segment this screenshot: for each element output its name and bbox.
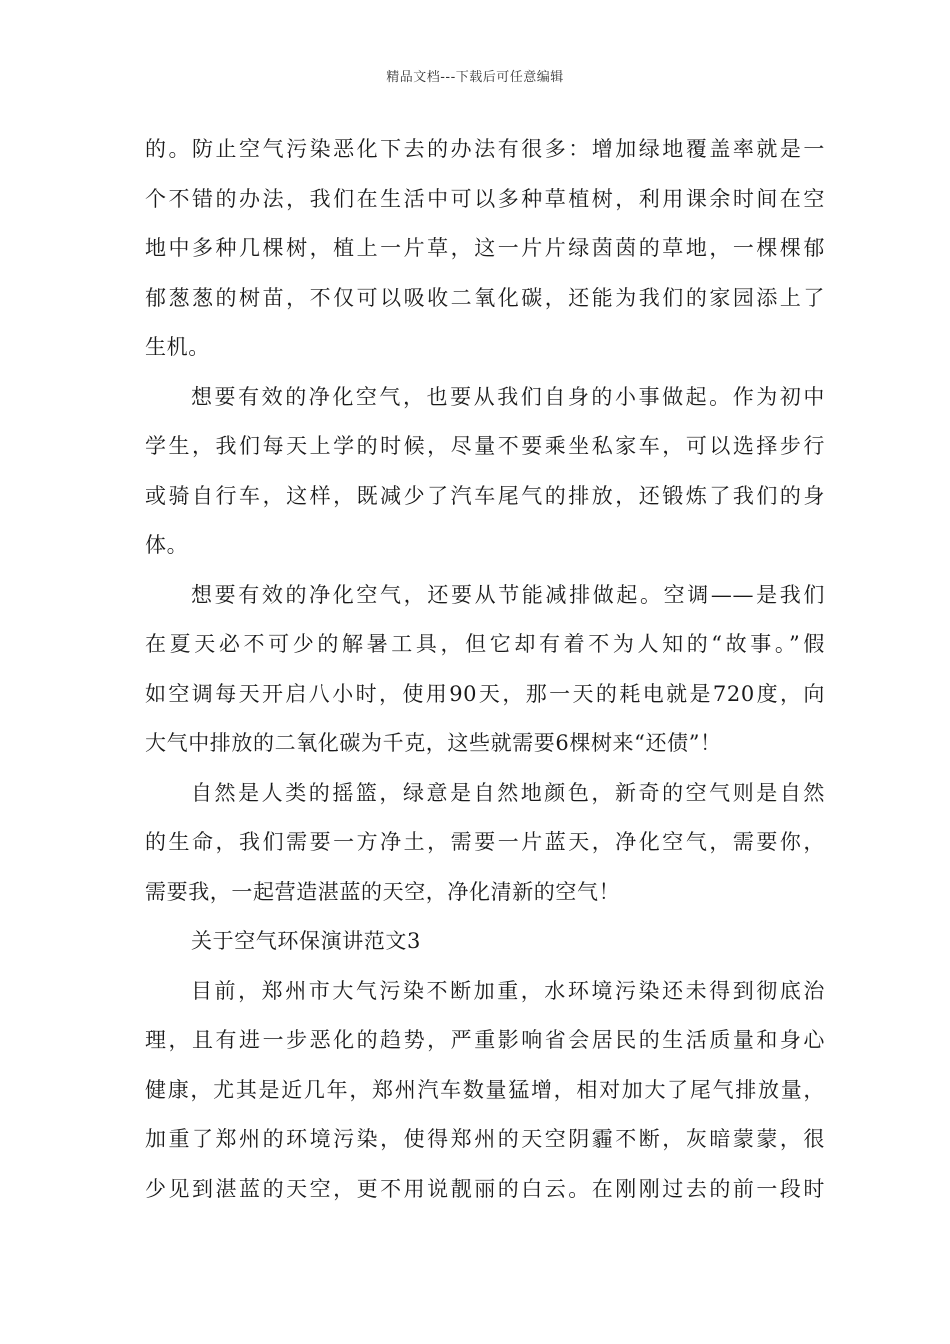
text-line: 在夏天必不可少的解暑工具，但它却有着不为人知的“故事。”假 bbox=[145, 632, 825, 656]
paragraph-start-line: 想要有效的净化空气，还要从节能减排做起。空调——是我们 bbox=[191, 582, 825, 607]
text-line: 大气中排放的二氧化碳为千克，这些就需要6棵树来“还债”！ bbox=[145, 731, 722, 755]
text-line: 个不错的办法，我们在生活中可以多种草植树，利用课余时间在空 bbox=[145, 186, 825, 211]
text-line: 少见到湛蓝的天空，更不用说靓丽的白云。在刚刚过去的前一段时 bbox=[145, 1176, 825, 1201]
text-line: 地中多种几棵树，植上一片草，这一片片绿茵茵的草地，一棵棵郁 bbox=[145, 236, 825, 260]
paragraph-start-line: 目前，郑州市大气污染不断加重，水环境污染还未得到彻底治 bbox=[191, 978, 825, 1003]
text-line: 或骑自行车，这样，既减少了汽车尾气的排放，还锻炼了我们的身 bbox=[145, 483, 825, 508]
text-line: 如空调每天开启八小时，使用90天，那一天的耗电就是720度，向 bbox=[145, 681, 825, 706]
page-header: 精品文档---下载后可任意编辑 bbox=[386, 70, 564, 85]
text-line: 加重了郑州的环境污染，使得郑州的天空阴霾不断，灰暗蒙蒙，很 bbox=[145, 1127, 825, 1151]
text-line: 需要我，一起营造湛蓝的天空，净化清新的空气！ bbox=[145, 879, 621, 904]
document-body bbox=[145, 125, 825, 1214]
text-line: 的生命，我们需要一方净土，需要一片蓝天，净化空气，需要你， bbox=[145, 830, 825, 854]
text-line: 的。防止空气污染恶化下去的办法有很多：增加绿地覆盖率就是一 bbox=[145, 137, 825, 161]
paragraph-start-line: 想要有效的净化空气，也要从我们自身的小事做起。作为初中 bbox=[191, 384, 825, 409]
text-line: 学生，我们每天上学的时候，尽量不要乘坐私家车，可以选择步行 bbox=[145, 434, 825, 458]
text-line: 生机。 bbox=[145, 335, 210, 359]
text-line: 健康，尤其是近几年，郑州汽车数量猛增，相对加大了尾气排放量， bbox=[145, 1077, 825, 1102]
text-line: 郁葱葱的树苗，不仅可以吸收二氧化碳，还能为我们的家园添上了 bbox=[145, 285, 825, 310]
paragraph-start-line: 自然是人类的摇篮，绿意是自然地颜色，新奇的空气则是自然 bbox=[191, 780, 825, 805]
text-line: 理，且有进一步恶化的趋势，严重影响省会居民的生活质量和身心 bbox=[145, 1028, 825, 1052]
section-title: 关于空气环保演讲范文3 bbox=[191, 929, 421, 953]
text-line: 体。 bbox=[145, 533, 189, 557]
